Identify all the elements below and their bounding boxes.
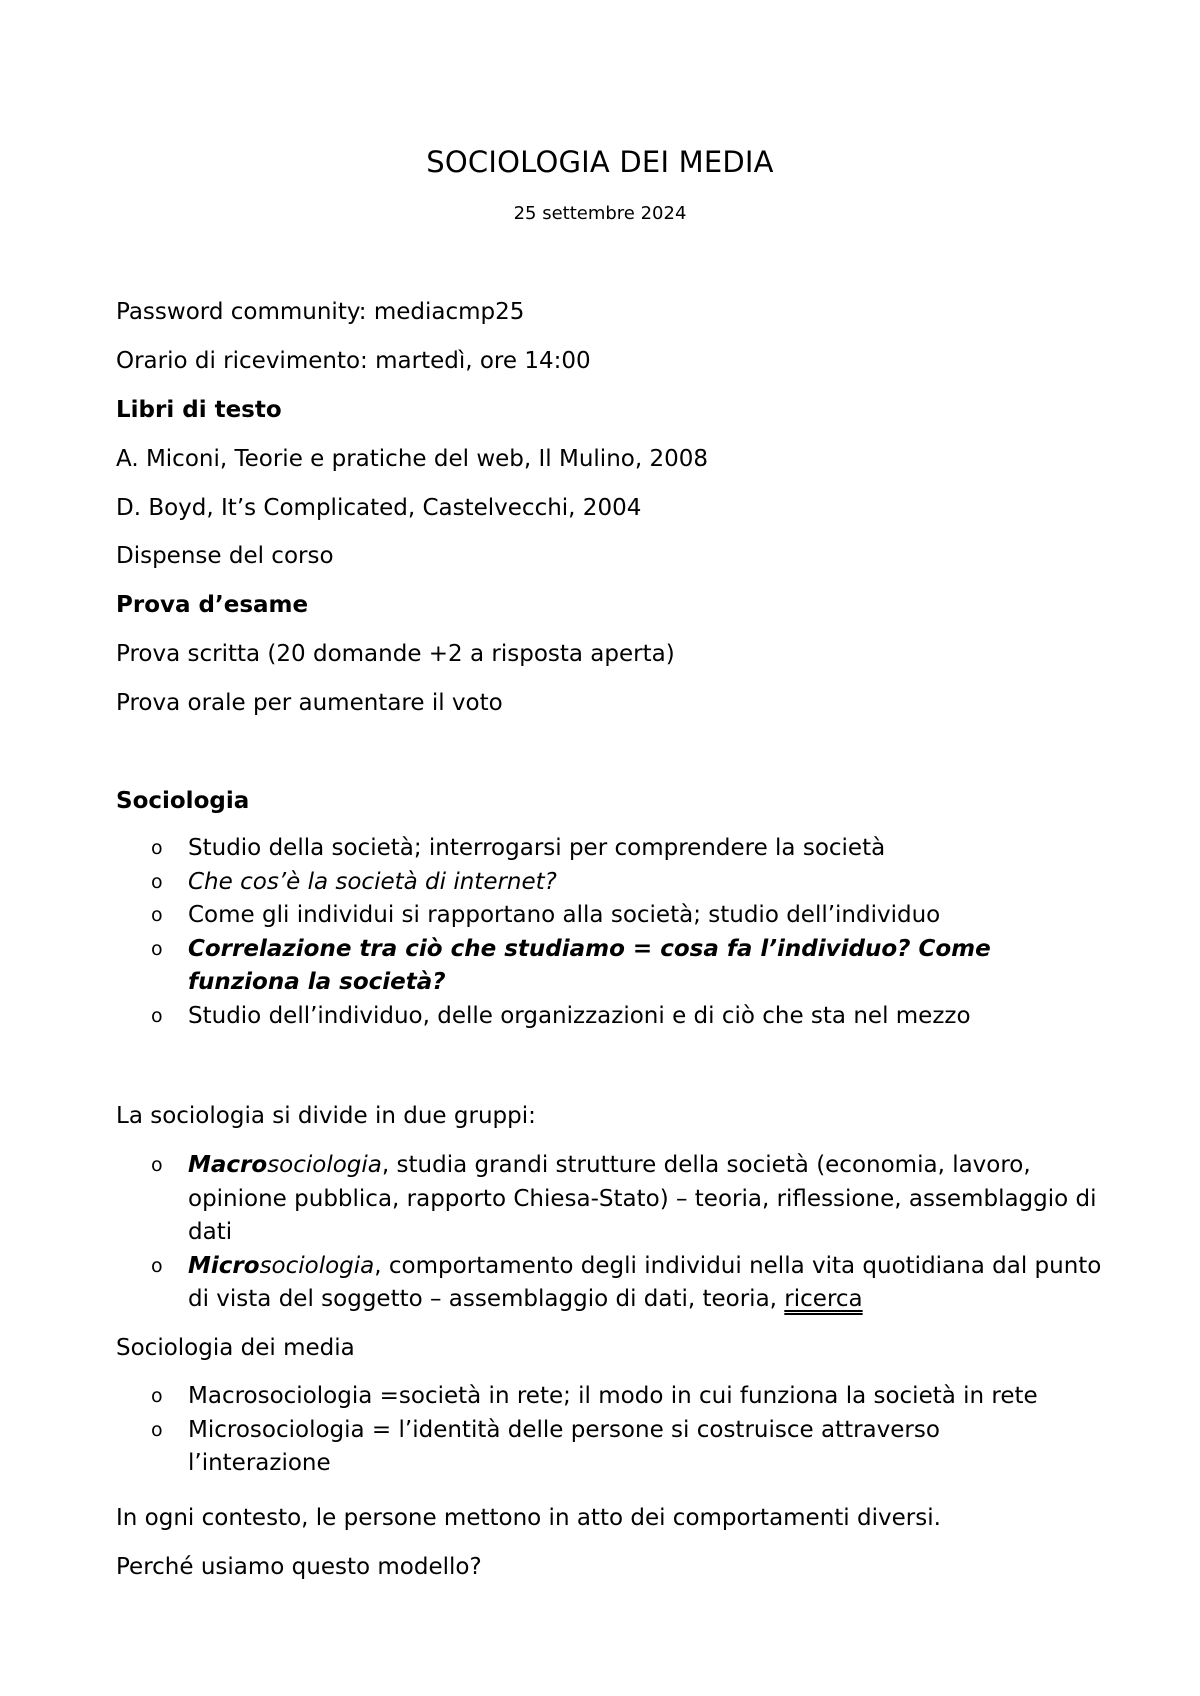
macro-suffix: sociologia [267,1152,382,1178]
list-item [116,1149,1106,1250]
list-item [116,866,1116,900]
textbooks-heading: Libri di testo [116,397,282,423]
sociologia-list [116,832,1116,1033]
sociologia-heading: Sociologia [116,788,250,814]
bullet-icon: o [151,1004,163,1027]
exam-item: Prova scritta (20 domande +2 a risposta aperta) [116,641,675,667]
page-title: SOCIOLOGIA DEI MEDIA [426,145,774,179]
list-item-text: Che cos’è la società di internet? [188,868,557,895]
list-item-text: Studio dell’individuo, delle organizzazioni e di ciò che sta nel mezzo [188,1002,971,1029]
macro-prefix: Macro [188,1152,268,1178]
division-list [116,1149,1106,1317]
micro-text: , comportamento degli individui nella vita quotidiana dal punto di vista del soggetto – assemblaggio di dati, teoria, [188,1252,1102,1312]
media-list [116,1380,1116,1481]
textbook-item: A. Miconi, Teorie e pratiche del web, Il Mulino, 2008 [116,446,708,472]
list-item-text: Come gli individui si rapportano alla società; studio dell’individuo [188,902,941,928]
list-item [116,1414,1116,1481]
list-item-text: Correlazione tra ciò che studiamo = cosa fa l’individuo? Come funziona la società? [188,935,991,995]
exam-heading: Prova d’esame [116,592,309,618]
closing-question: Perché usiamo questo modello? [116,1554,482,1580]
list-item-text: Microsociologia = l’identità delle persone si costruisce attraverso l’interazione [188,1416,940,1476]
macro-text: , studia grandi strutture della società (economia, lavoro, opinione pubblica, rapporto Chiesa-Stato) – teoria, riflessione, assemblaggio di dati [188,1152,1097,1245]
list-item-text: Macrosociologia =società in rete; il modo in cui funziona la società in rete [188,1383,1038,1409]
bullet-icon: o [151,1254,163,1277]
bullet-icon: o [151,904,163,926]
list-item [116,899,1116,933]
media-heading: Sociologia dei media [116,1335,355,1361]
password-line: Password community: mediacmp25 [116,299,525,325]
list-item [116,832,1116,866]
textbook-item: D. Boyd, It’s Complicated, Castelvecchi, 2004 [116,495,642,521]
list-item [116,1380,1116,1414]
list-item [116,1000,1116,1034]
underlined-word: ricerca [784,1286,863,1312]
exam-item: Prova orale per aumentare il voto [116,690,503,716]
micro-prefix: Micro [188,1252,260,1279]
page-date: 25 settembre 2024 [513,203,687,224]
list-item [116,1250,1106,1317]
micro-suffix: sociologia [259,1252,375,1279]
list-item-text: Studio della società; interrogarsi per comprendere la società [188,835,886,861]
bullet-icon: o [151,837,163,859]
list-item [116,933,1116,1000]
closing-line: In ogni contesto, le persone mettono in atto dei comportamenti diversi. [116,1505,941,1531]
textbook-item: Dispense del corso [116,543,334,569]
bullet-icon: o [151,1418,163,1441]
division-intro: La sociologia si divide in due gruppi: [116,1103,536,1129]
office-hours-line: Orario di ricevimento: martedì, ore 14:00 [116,348,591,374]
bullet-icon: o [151,1154,163,1176]
bullet-icon: o [151,870,163,893]
bullet-icon: o [151,937,163,960]
bullet-icon: o [151,1385,163,1407]
